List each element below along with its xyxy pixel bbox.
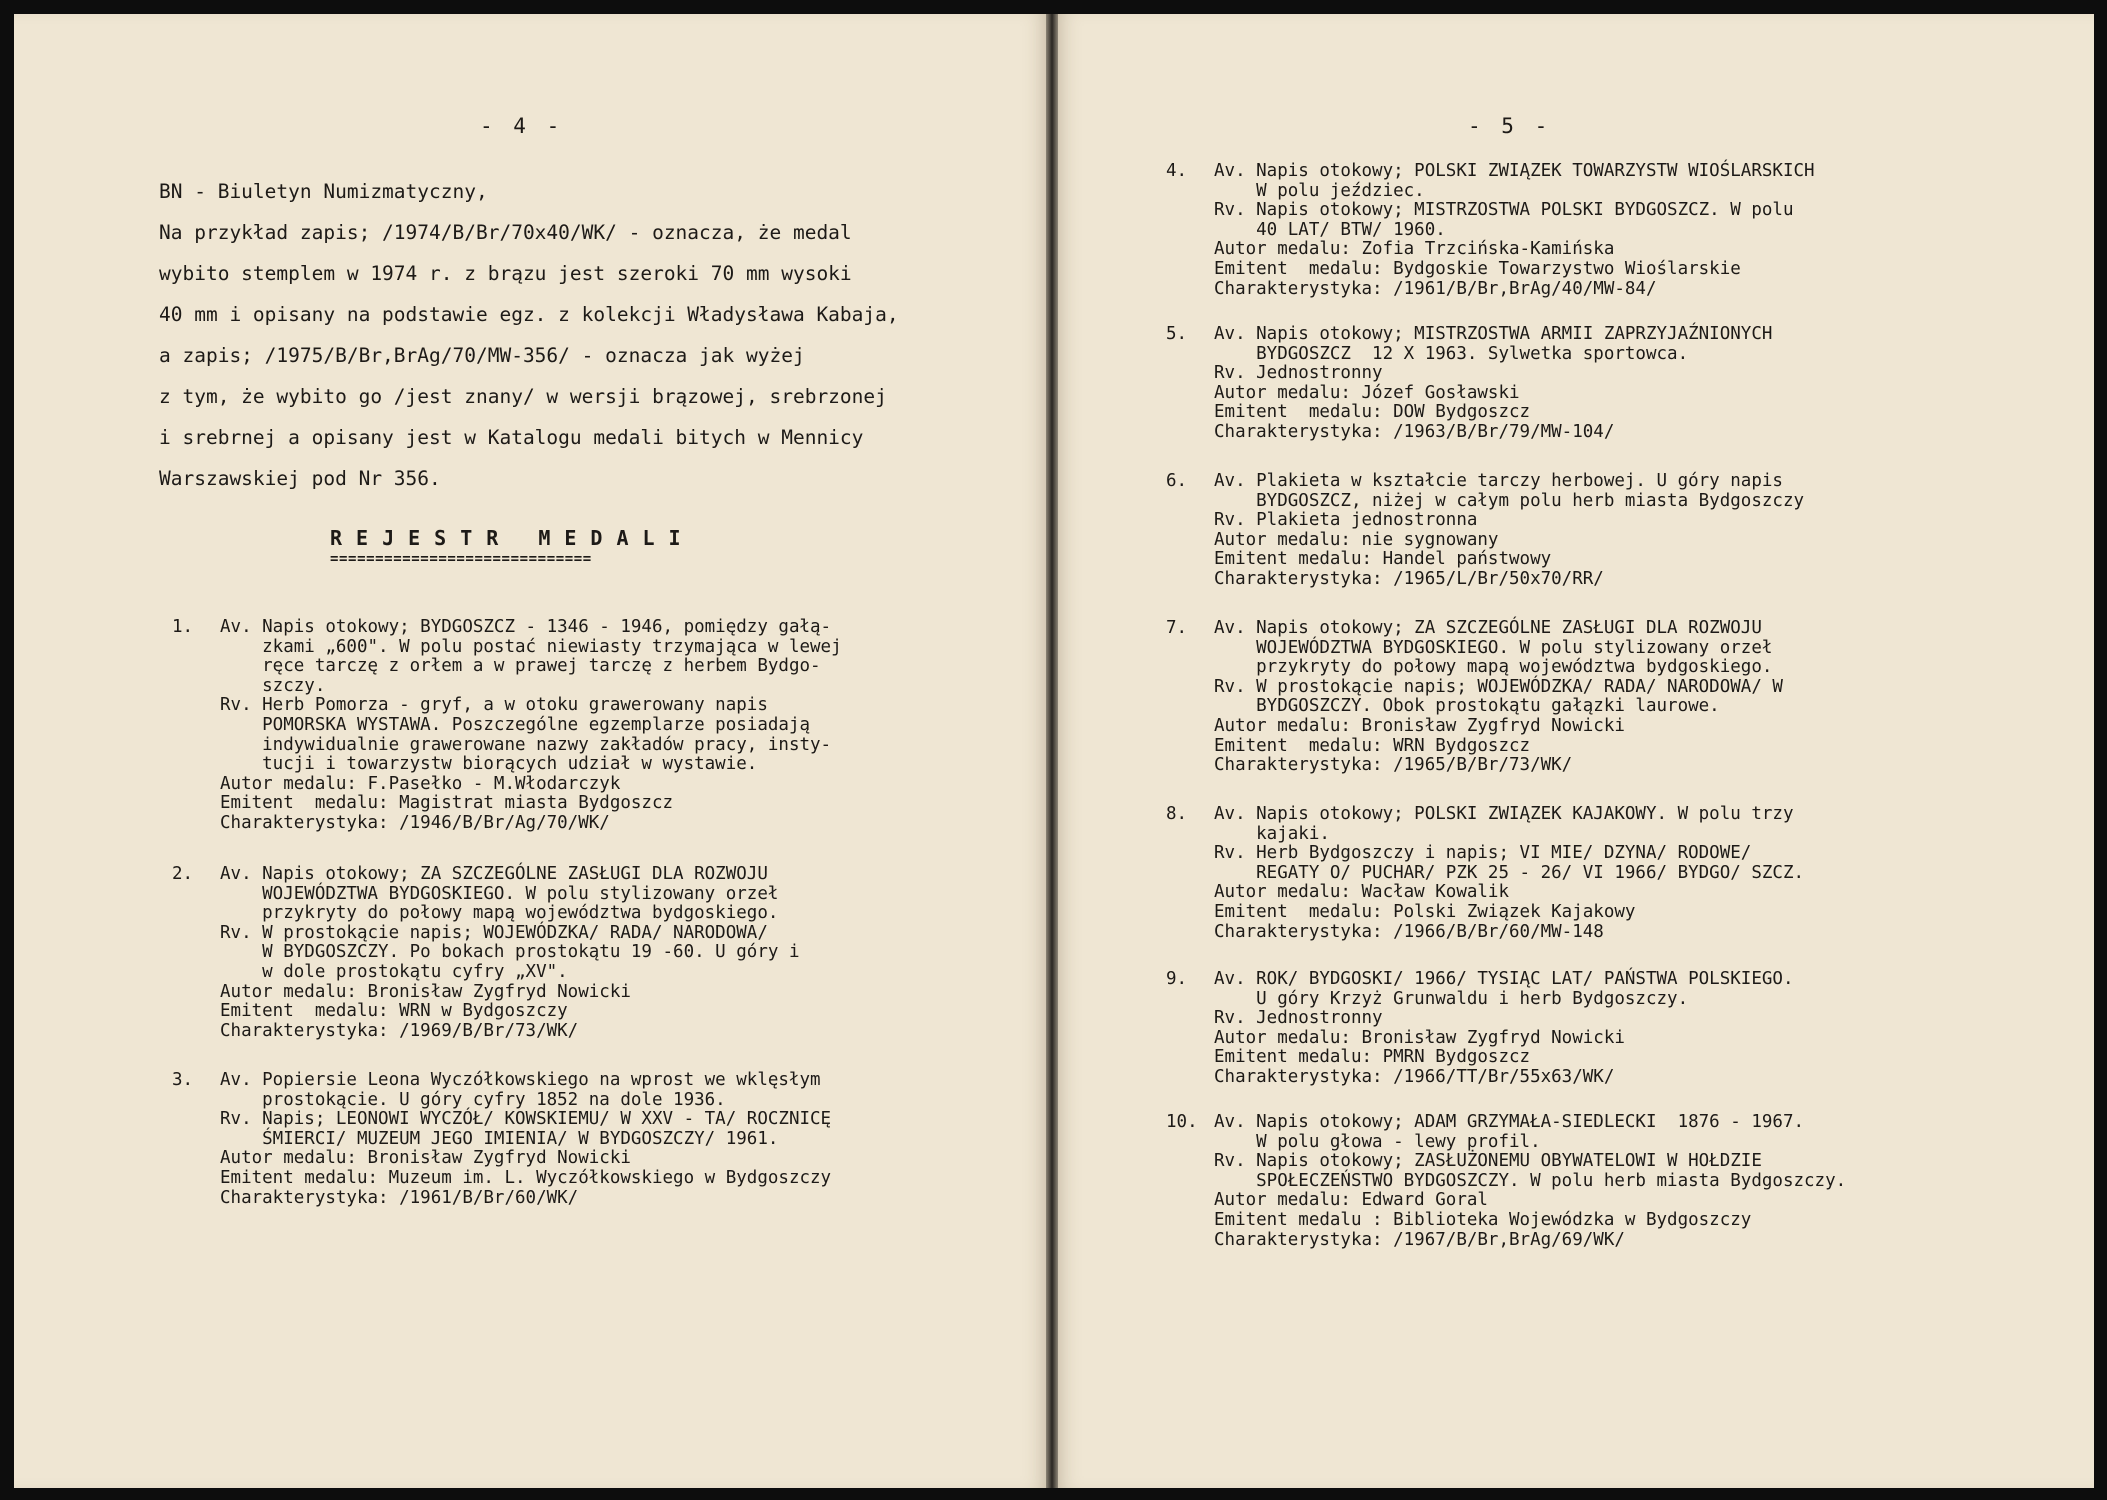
entry-line: Autor medalu: Edward Goral: [1214, 1190, 1488, 1211]
page-number-left: - 4 -: [480, 114, 564, 138]
entry-number: 9.: [1166, 969, 1188, 989]
entry-body: [1214, 325, 1772, 443]
entry-line: szczy.: [220, 675, 326, 696]
intro-line: Na przykład zapis; /1974/B/Br/70x40/WK/ - oznacza, że medal: [159, 221, 852, 244]
entry-line: Rv. W prostokącie napis; WOJEWÓDZKA/ RADA/ NARODOWA/ W: [1214, 676, 1783, 697]
entry-line: Charakterystyka: /1967/B/Br,BrAg/69/WK/: [1214, 1229, 1625, 1250]
entry-line: Emitent medalu: Magistrat miasta Bydgoszcz: [220, 793, 674, 814]
entry-line: Charakterystyka: /1963/B/Br/79/MW-104/: [1214, 421, 1615, 442]
entry-line: Emitent medalu : Biblioteka Wojewódzka w Bydgoszczy: [1214, 1209, 1752, 1230]
entry-line: Av. Napis otokowy; ADAM GRZYMAŁA-SIEDLECKI 1876 - 1967.: [1214, 1112, 1805, 1132]
entry-body: [220, 865, 799, 1041]
entry-line: U góry Krzyż Grunwaldu i herb Bydgoszczy.: [1214, 988, 1689, 1009]
intro-line: wybito stemplem w 1974 r. z brązu jest szeroki 70 mm wysoki: [159, 262, 852, 285]
entry-number: 10.: [1166, 1112, 1198, 1132]
entry-line: Charakterystyka: /1969/B/Br/73/WK/: [220, 1020, 579, 1041]
entry-body: [220, 1071, 831, 1208]
entry-line: 40 LAT/ BTW/ 1960.: [1214, 219, 1446, 240]
entry-line: Av. Plakieta w kształcie tarczy herbowej. U góry napis: [1214, 471, 1783, 491]
book-gutter: [1046, 14, 1058, 1488]
entry-line: Charakterystyka: /1965/L/Br/50x70/RR/: [1214, 568, 1604, 589]
entry-line: Rv. Herb Bydgoszczy i napis; VI MIE/ DZYNA/ RODOWE/: [1214, 843, 1752, 864]
entry-line: Av. Napis otokowy; BYDGOSZCZ - 1346 - 1946, pomiędzy gałą-: [220, 617, 832, 637]
entry-line: Emitent medalu: Polski Związek Kajakowy: [1214, 901, 1636, 922]
entry-line: Charakterystyka: /1966/TT/Br/55x63/WK/: [1214, 1066, 1615, 1087]
entry-line: Charakterystyka: /1961/B/Br/60/WK/: [220, 1187, 579, 1208]
entry-line: Av. Napis otokowy; POLSKI ZWIĄZEK KAJAKOWY. W polu trzy: [1214, 804, 1794, 824]
entry-line: Rv. Napis otokowy; ZASŁUŻONEMU OBYWATELOWI W HOŁDZIE: [1214, 1151, 1762, 1172]
entry-line: Av. Popiersie Leona Wyczółkowskiego na wprost we wklęsłym: [220, 1070, 821, 1090]
entry-line: Rv. Jednostronny: [1214, 1008, 1383, 1029]
entry-number: 4.: [1166, 161, 1188, 181]
entry-line: Autor medalu: Bronisław Zygfryd Nowicki: [220, 1148, 631, 1169]
entry-line: Charakterystyka: /1966/B/Br/60/MW-148: [1214, 921, 1604, 942]
entry-body: [1214, 619, 1783, 776]
intro-line: BN - Biuletyn Numizmatyczny,: [159, 180, 488, 203]
register-heading: REJESTR MEDALI: [330, 526, 695, 550]
entry-number: 1.: [172, 617, 194, 637]
entry-number: 5.: [1166, 324, 1188, 344]
intro-line: a zapis; /1975/B/Br,BrAg/70/MW-356/ - oznacza jak wyżej: [159, 344, 805, 367]
entry-body: [1214, 162, 1815, 299]
entry-line: Rv. Jednostronny: [1214, 363, 1383, 384]
entry-line: W polu jeździec.: [1214, 180, 1425, 201]
abbreviation-explanation: [159, 171, 989, 499]
entry-line: BYDGOSZCZY. Obok prostokątu gałązki laurowe.: [1214, 696, 1720, 717]
entry-line: BYDGOSZCZ, niżej w całym polu herb miasta Bydgoszczy: [1214, 490, 1805, 511]
entry-line: Av. ROK/ BYDGOSKI/ 1966/ TYSIĄC LAT/ PAŃSTWA POLSKIEGO.: [1214, 969, 1794, 989]
entry-line: BYDGOSZCZ 12 X 1963. Sylwetka sportowca.: [1214, 343, 1689, 364]
heading-underline: =============================: [330, 551, 592, 567]
entry-line: zkami „600". W polu postać niewiasty trzymająca w lewej: [220, 636, 842, 657]
entry-line: W BYDGOSZCZY. Po bokach prostokątu 19 -60. U góry i: [220, 942, 800, 963]
entry-line: Emitent medalu: Bydgoskie Towarzystwo Wioślarskie: [1214, 258, 1741, 279]
entry-line: tucji i towarzystw biorących udział w wystawie.: [220, 754, 758, 775]
entry-line: Emitent medalu: Handel państwowy: [1214, 549, 1552, 570]
entry-line: Emitent medalu: Muzeum im. L. Wyczółkowskiego w Bydgoszczy: [220, 1167, 832, 1188]
entry-line: Autor medalu: Bronisław Zygfryd Nowicki: [1214, 1027, 1625, 1048]
entry-number: 7.: [1166, 618, 1188, 638]
entry-body: [1214, 970, 1793, 1088]
page-number-right: - 5 -: [1468, 114, 1552, 138]
entry-line: przykryty do połowy mapą województwa bydgoskiego.: [220, 903, 779, 924]
entry-line: Autor medalu: Zofia Trzcińska-Kamińska: [1214, 239, 1615, 260]
entry-line: WOJEWÓDZTWA BYDGOSKIEGO. W polu stylizowany orzeł: [220, 883, 779, 904]
intro-line: i srebrnej a opisany jest w Katalogu medali bitych w Mennicy: [159, 426, 864, 449]
entry-line: Charakterystyka: /1961/B/Br,BrAg/40/MW-84/: [1214, 278, 1657, 299]
entry-line: W polu głowa - lewy profil.: [1214, 1131, 1541, 1152]
entry-line: Autor medalu: Bronisław Zygfryd Nowicki: [220, 981, 631, 1002]
entry-body: [1214, 1113, 1846, 1250]
entry-line: kajaki.: [1214, 823, 1330, 844]
entry-line: Autor medalu: Bronisław Zygfryd Nowicki: [1214, 715, 1625, 736]
entry-line: Emitent medalu: WRN w Bydgoszczy: [220, 1001, 568, 1022]
entry-line: Rv. Herb Pomorza - gryf, a w otoku grawerowany napis: [220, 695, 768, 716]
entry-line: ręce tarczę z orłem a w prawej tarczę z herbem Bydgo-: [220, 656, 821, 677]
intro-line: Warszawskiej pod Nr 356.: [159, 467, 441, 490]
entry-line: Emitent medalu: DOW Bydgoszcz: [1214, 402, 1531, 423]
entry-line: Charakterystyka: /1946/B/Br/Ag/70/WK/: [220, 812, 610, 833]
entry-number: 3.: [172, 1070, 194, 1090]
entry-number: 2.: [172, 864, 194, 884]
entry-line: WOJEWÓDZTWA BYDGOSKIEGO. W polu stylizowany orzeł: [1214, 637, 1773, 658]
entry-line: Rv. Napis otokowy; MISTRZOSTWA POLSKI BYDGOSZCZ. W polu: [1214, 200, 1794, 221]
entry-line: Autor medalu: nie sygnowany: [1214, 529, 1499, 550]
entry-line: Av. Napis otokowy; POLSKI ZWIĄZEK TOWARZYSTW WIOŚLARSKICH: [1214, 161, 1815, 181]
entry-line: POMORSKA WYSTAWA. Poszczególne egzemplarze posiadają: [220, 714, 811, 735]
entry-line: indywidualnie grawerowane nazwy zakładów pracy, insty-: [220, 734, 832, 755]
entry-body: [1214, 805, 1804, 942]
entry-line: REGATY O/ PUCHAR/ PZK 25 - 26/ VI 1966/ BYDGO/ SZCZ.: [1214, 862, 1805, 883]
entry-line: Av. Napis otokowy; MISTRZOSTWA ARMII ZAPRZYJAŹNIONYCH: [1214, 324, 1773, 344]
intro-line: 40 mm i opisany na podstawie egz. z kolekcji Władysława Kabaja,: [159, 303, 899, 326]
entry-line: Av. Napis otokowy; ZA SZCZEGÓLNE ZASŁUGI DLA ROZWOJU: [1214, 618, 1762, 638]
entry-line: Rv. W prostokącie napis; WOJEWÓDZKA/ RADA/ NARODOWA/: [220, 922, 768, 943]
entry-number: 6.: [1166, 471, 1188, 491]
entry-body: [1214, 472, 1804, 590]
entry-line: Rv. Napis; LEONOWI WYCZÓŁ/ KOWSKIEMU/ W XXV - TA/ ROCZNICĘ: [220, 1109, 832, 1130]
entry-line: przykryty do połowy mapą województwa bydgoskiego.: [1214, 657, 1773, 678]
entry-line: prostokącie. U góry cyfry 1852 na dole 1936.: [220, 1089, 726, 1110]
entry-line: Emitent medalu: WRN Bydgoszcz: [1214, 735, 1531, 756]
entry-body: [220, 618, 842, 834]
entry-line: w dole prostokątu cyfry „XV".: [220, 961, 568, 982]
entry-line: Rv. Plakieta jednostronna: [1214, 510, 1478, 531]
entry-line: Charakterystyka: /1965/B/Br/73/WK/: [1214, 755, 1573, 776]
entry-line: Av. Napis otokowy; ZA SZCZEGÓLNE ZASŁUGI DLA ROZWOJU: [220, 864, 768, 884]
intro-line: z tym, że wybito go /jest znany/ w wersji brązowej, srebrzonej: [159, 385, 887, 408]
entry-line: Autor medalu: Wacław Kowalik: [1214, 882, 1510, 903]
entry-line: SPOŁECZEŃSTWO BYDGOSZCZY. W polu herb miasta Bydgoszczy.: [1214, 1170, 1847, 1191]
entry-line: Emitent medalu: PMRN Bydgoszcz: [1214, 1047, 1531, 1068]
entry-line: Autor medalu: F.Pasełko - M.Włodarczyk: [220, 773, 621, 794]
entry-number: 8.: [1166, 804, 1188, 824]
entry-line: ŚMIERCI/ MUZEUM JEGO IMIENIA/ W BYDGOSZCZY/ 1961.: [220, 1128, 779, 1149]
entry-line: Autor medalu: Józef Gosławski: [1214, 382, 1520, 403]
